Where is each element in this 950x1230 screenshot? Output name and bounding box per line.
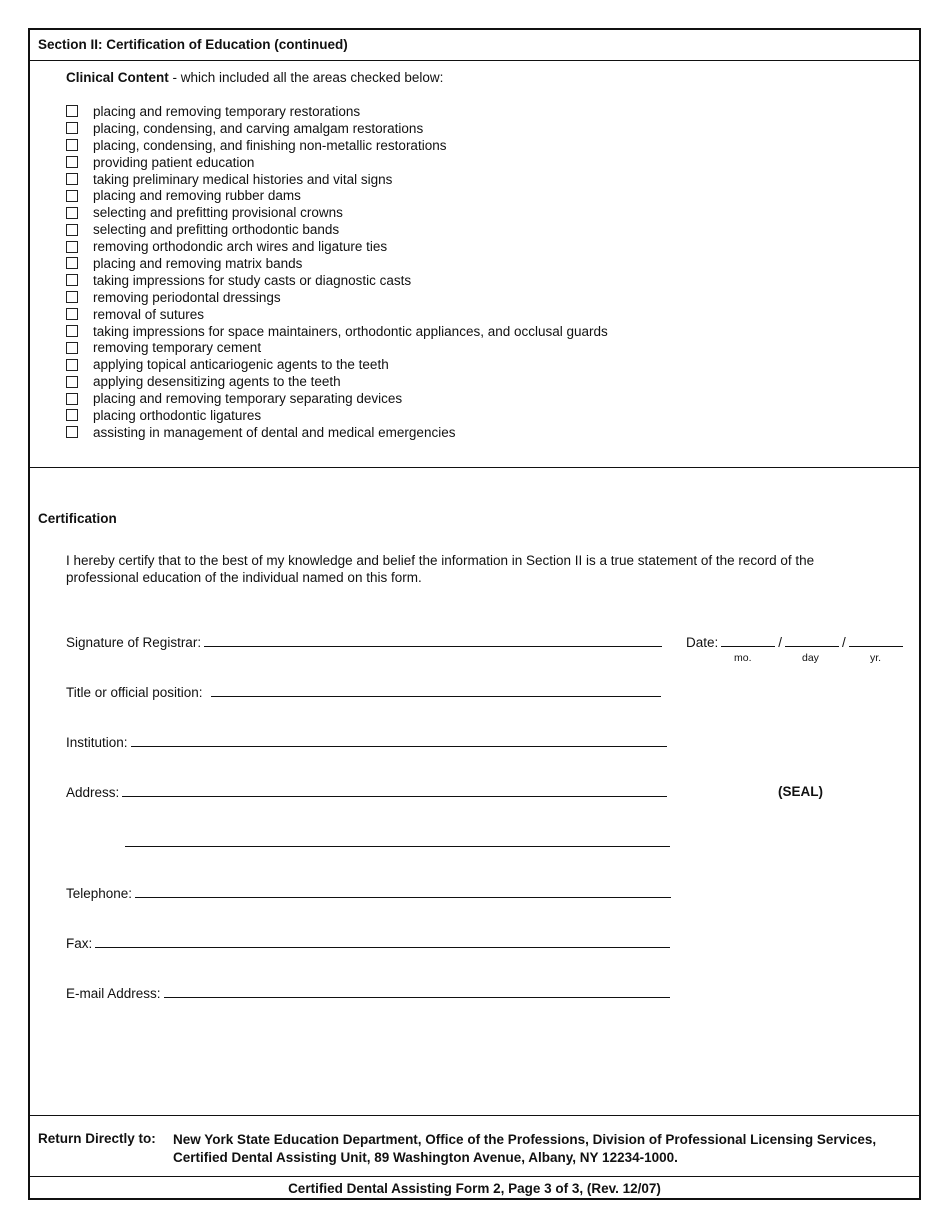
address-field-2[interactable] — [125, 834, 670, 850]
checklist-item — [66, 390, 608, 407]
telephone-field[interactable] — [66, 885, 671, 901]
telephone-line[interactable] — [135, 885, 671, 898]
fax-line[interactable] — [95, 935, 670, 948]
checkbox[interactable] — [66, 409, 78, 421]
checkbox[interactable] — [66, 156, 78, 168]
checklist-item-label: providing patient education — [93, 154, 255, 170]
checklist-item-label: assisting in management of dental and medical emergencies — [93, 424, 456, 440]
return-address — [173, 1131, 913, 1166]
email-line[interactable] — [164, 985, 670, 998]
clinical-content-label: Clinical Content — [66, 70, 169, 85]
checkbox[interactable] — [66, 376, 78, 388]
checklist-item — [66, 323, 608, 340]
checkbox[interactable] — [66, 291, 78, 303]
checklist-item-label: selecting and prefitting provisional crowns — [93, 205, 343, 221]
seal-placeholder: (SEAL) — [778, 784, 823, 799]
return-address-line-1: New York State Education Department, Office of the Professions, Division of Professional Licensing Services, — [173, 1132, 877, 1147]
return-address-line-2: Certified Dental Assisting Unit, 89 Washington Avenue, Albany, NY 12234-1000. — [173, 1149, 678, 1165]
date-field[interactable] — [686, 634, 906, 650]
date-month-caption: mo. — [734, 652, 752, 664]
date-separator: / — [778, 635, 783, 650]
checklist-item-label: applying topical anticariogenic agents to the teeth — [93, 357, 389, 373]
checklist-item — [66, 154, 608, 171]
checkbox[interactable] — [66, 173, 78, 185]
title-line[interactable] — [211, 684, 661, 697]
checklist-item-label: removing orthodondic arch wires and ligature ties — [93, 239, 388, 255]
institution-label: Institution: — [66, 735, 128, 750]
checklist-item-label: removing periodontal dressings — [93, 289, 281, 305]
checklist-item — [66, 272, 608, 289]
title-field[interactable] — [66, 684, 661, 700]
checklist-item-label: placing, condensing, and carving amalgam restorations — [93, 120, 424, 136]
address-line-1[interactable] — [122, 784, 667, 797]
checkbox[interactable] — [66, 122, 78, 134]
checklist-item — [66, 373, 608, 390]
footer-divider — [30, 1176, 919, 1177]
checkbox[interactable] — [66, 325, 78, 337]
form-footer: Certified Dental Assisting Form 2, Page 3 of 3, (Rev. 12/07) — [288, 1181, 661, 1196]
checklist-item-label: placing and removing temporary separating devices — [93, 391, 403, 407]
certification-statement: I hereby certify that to the best of my knowledge and belief the information in Section II is a true statement of the record of the professional education of the individual named on this form. — [66, 553, 815, 585]
checkbox[interactable] — [66, 308, 78, 320]
checklist-item — [66, 171, 608, 188]
return-divider — [30, 1115, 919, 1116]
date-separator: / — [842, 635, 846, 650]
title-label: Title or official position: — [66, 685, 203, 700]
section-divider — [30, 467, 919, 468]
checklist-item-label: applying desensitizing agents to the teeth — [93, 374, 341, 390]
checklist-item — [66, 255, 608, 272]
checklist-item-label: taking impressions for study casts or diagnostic casts — [93, 272, 412, 288]
section-title: Section II: Certification of Education (continued) — [38, 37, 348, 52]
checklist-item — [66, 204, 608, 221]
checklist-item — [66, 306, 608, 323]
form-page — [28, 28, 921, 1200]
checklist-item-label: placing and removing matrix bands — [93, 255, 303, 271]
fax-field[interactable] — [66, 935, 670, 951]
clinical-content-heading — [66, 70, 443, 85]
address-label: Address: — [66, 785, 120, 800]
return-label: Return Directly to: — [38, 1131, 156, 1146]
checkbox[interactable] — [66, 393, 78, 405]
clinical-content-checklist — [66, 103, 608, 441]
checklist-item — [66, 356, 608, 373]
checkbox[interactable] — [66, 426, 78, 438]
address-line-2[interactable] — [125, 834, 670, 847]
section-header — [30, 30, 919, 61]
address-field[interactable] — [66, 784, 667, 800]
checklist-item — [66, 424, 608, 441]
checklist-item — [66, 120, 608, 137]
date-year-line[interactable] — [849, 634, 903, 647]
checkbox[interactable] — [66, 342, 78, 354]
checkbox[interactable] — [66, 190, 78, 202]
checklist-item-label: taking impressions for space maintainers, orthodontic appliances, and occlusal guards — [93, 323, 608, 339]
checkbox[interactable] — [66, 257, 78, 269]
checklist-item-label: placing, condensing, and finishing non-metallic restorations — [93, 137, 447, 153]
checklist-item-label: taking preliminary medical histories and vital signs — [93, 171, 393, 187]
checkbox[interactable] — [66, 274, 78, 286]
date-month-line[interactable] — [721, 634, 775, 647]
checklist-item — [66, 289, 608, 306]
date-day-line[interactable] — [785, 634, 839, 647]
checklist-item-label: placing and removing temporary restorations — [93, 103, 361, 119]
checklist-item — [66, 137, 608, 154]
checklist-item-label: placing orthodontic ligatures — [93, 407, 262, 423]
checkbox[interactable] — [66, 139, 78, 151]
signature-label: Signature of Registrar: — [66, 635, 202, 650]
checklist-item-label: removal of sutures — [93, 306, 205, 322]
telephone-label: Telephone: — [66, 886, 133, 901]
checklist-item — [66, 407, 608, 424]
checklist-item — [66, 238, 608, 255]
checkbox[interactable] — [66, 207, 78, 219]
signature-field[interactable] — [66, 634, 662, 650]
checkbox[interactable] — [66, 105, 78, 117]
fax-label: Fax: — [66, 936, 93, 951]
email-label: E-mail Address: — [66, 986, 161, 1001]
date-day-caption: day — [802, 652, 819, 664]
checklist-item-label: placing and removing rubber dams — [93, 188, 301, 204]
date-label: Date: — [686, 635, 719, 650]
email-field[interactable] — [66, 985, 670, 1001]
checkbox[interactable] — [66, 224, 78, 236]
clinical-content-description: - which included all the areas checked below: — [168, 70, 444, 85]
checkbox[interactable] — [66, 359, 78, 371]
institution-line[interactable] — [131, 734, 667, 747]
checklist-item — [66, 187, 608, 204]
checkbox[interactable] — [66, 241, 78, 253]
signature-line[interactable] — [204, 634, 662, 647]
date-year-caption: yr. — [870, 652, 882, 664]
checklist-item-label: selecting and prefitting orthodontic bands — [93, 222, 340, 238]
certification-title: Certification — [38, 511, 117, 526]
checklist-item — [66, 221, 608, 238]
institution-field[interactable] — [66, 734, 667, 750]
checklist-item — [66, 339, 608, 356]
checklist-item-label: removing temporary cement — [93, 340, 262, 356]
checklist-item — [66, 103, 608, 120]
